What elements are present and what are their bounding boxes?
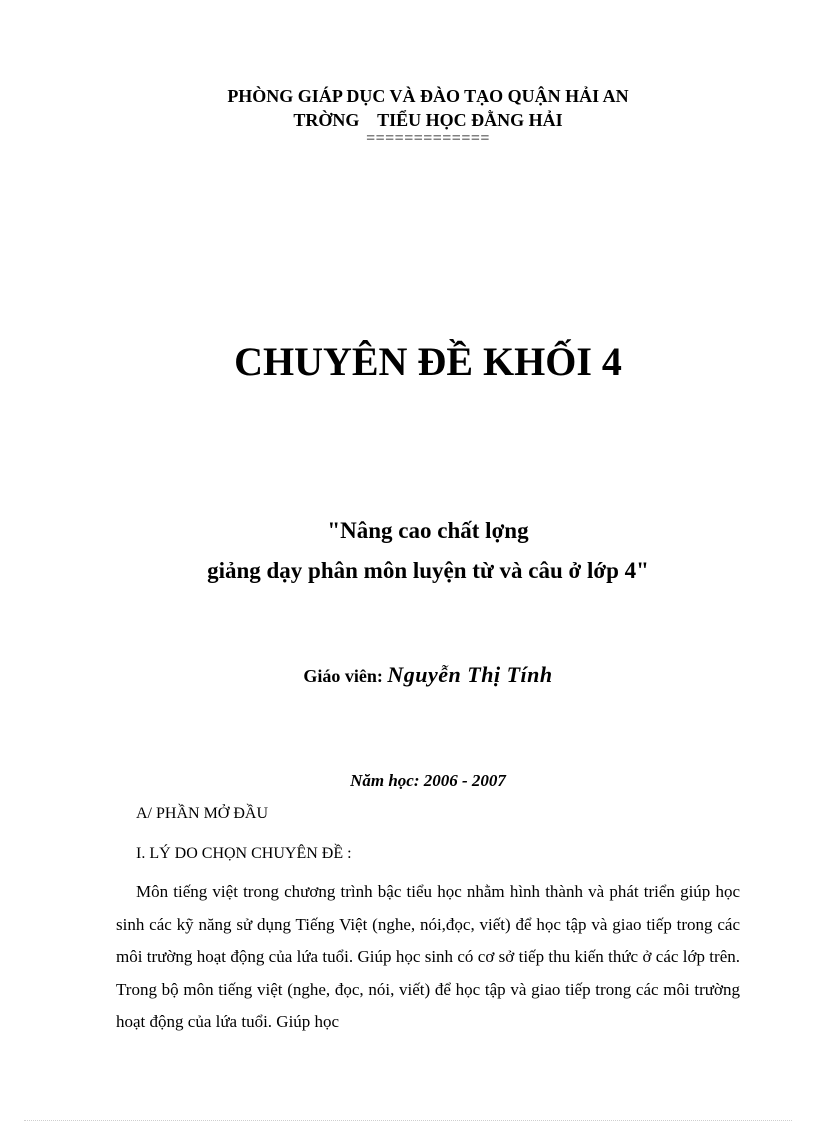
school-year: Năm học: 2006 - 2007 [350, 771, 506, 790]
section-heading-i: I. LÝ DO CHỌN CHUYÊN ĐỀ : [136, 845, 352, 862]
teacher-line [0, 662, 816, 689]
teacher-label: Giáo viên: [303, 666, 388, 686]
school-name: TRỜNG TIỂU HỌC ĐẰNG HẢI [293, 110, 563, 130]
subtitle-line-1: "Nâng cao chất lợng [327, 518, 529, 543]
teacher-name: Nguyễn Thị Tính [387, 662, 553, 687]
body-paragraph: Môn tiếng việt trong chương trình bậc tiểu học nhằm hình thành và phát triển giúp học sinh các kỹ năng sử dụng Tiếng Việt (nghe, nói,đọc, viết) để học tập và giao tiếp trong các môi trường hoạt động của lứa tuổi. Giúp học sinh có cơ sở tiếp thu kiến thức ở các lớp trên. Trong bộ môn tiếng việt (nghe, đọc, nói, viết) để học tập và giao tiếp trong các môi trường hoạt động của lứa tuổi. Giúp học [116, 882, 740, 1031]
document-header [0, 84, 816, 146]
document-subtitle [0, 511, 816, 591]
document-title: CHUYÊN ĐỀ KHỐI 4 [234, 339, 622, 384]
header-rule: ============= [366, 130, 490, 147]
page-bottom-divider [24, 1120, 792, 1121]
section-heading-a: A/ PHẦN MỞ ĐẦU [136, 805, 269, 822]
subtitle-line-2: giảng dạy phân môn luyện từ và câu ở lớp 4" [207, 558, 649, 583]
department-name: PHÒNG GIÁP DỤC VÀ ĐÀO TẠO QUẬN HẢI AN [227, 86, 629, 106]
